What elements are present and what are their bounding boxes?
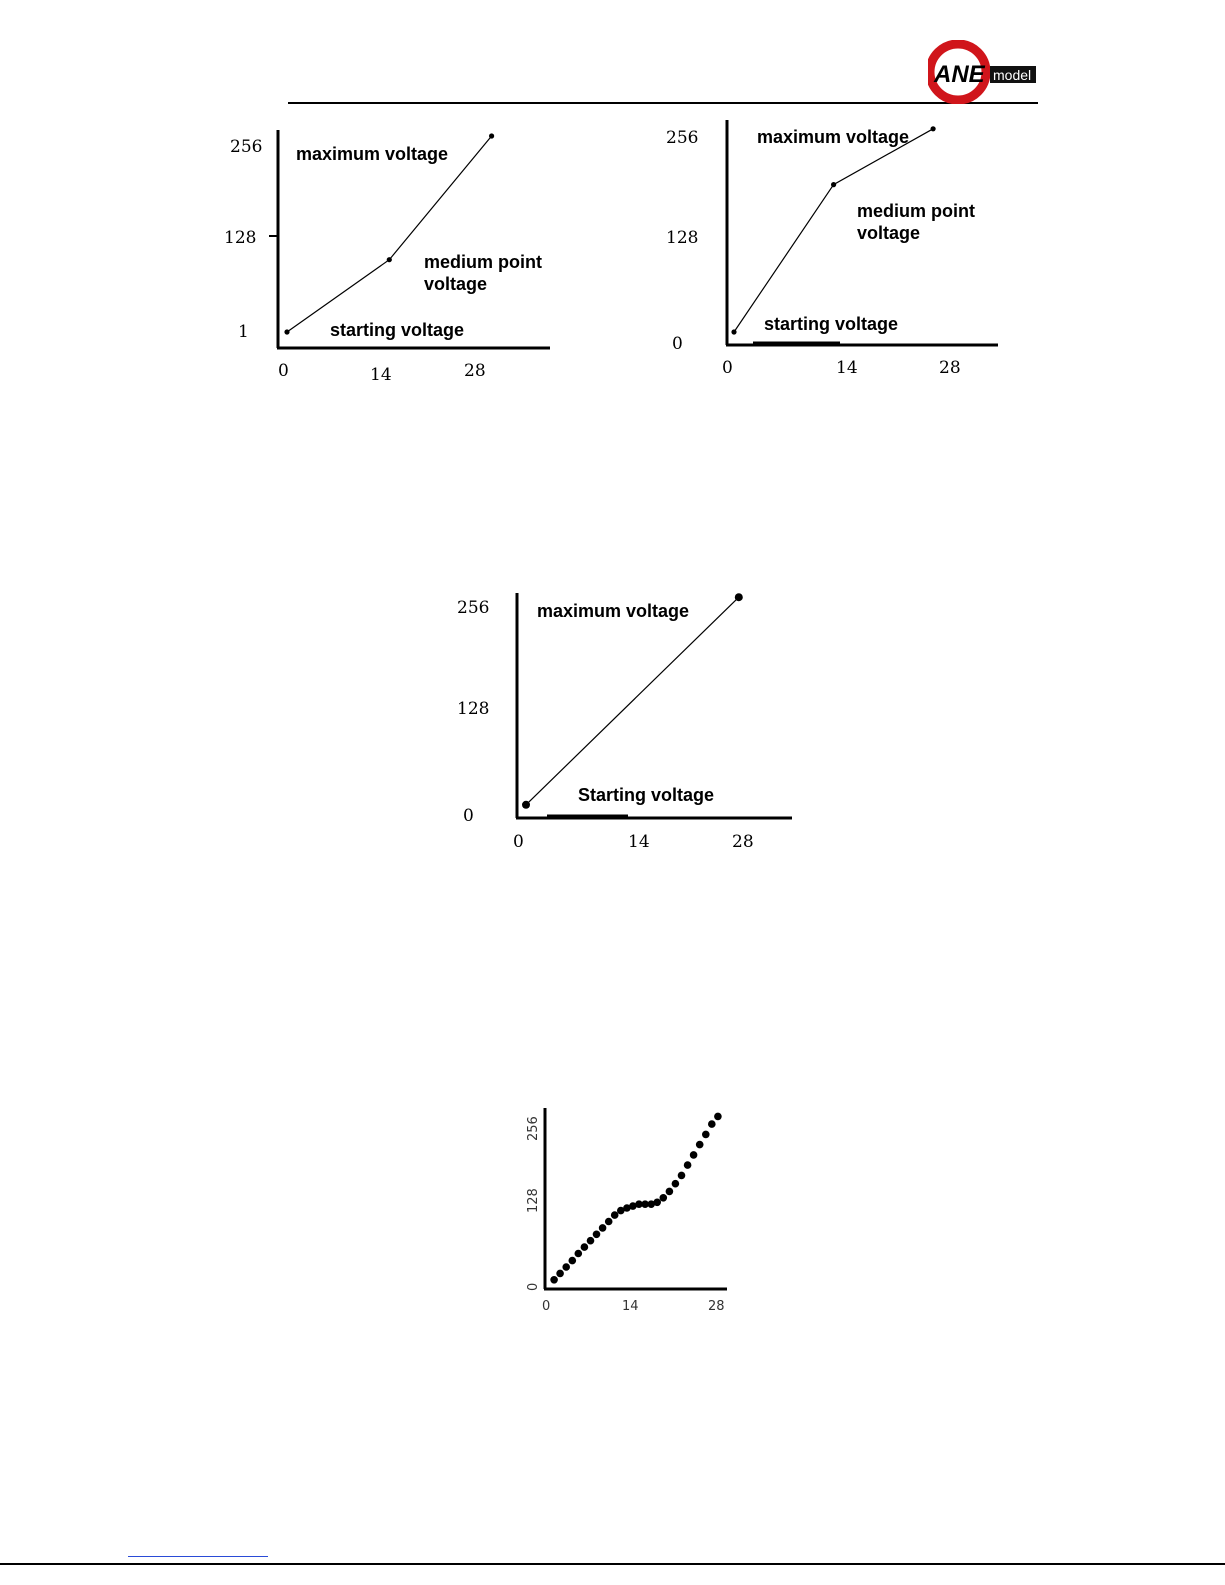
chart-4-point-18 bbox=[660, 1194, 668, 1202]
header-rule bbox=[288, 102, 1038, 104]
chart-2-point-0 bbox=[731, 329, 736, 334]
chart-1-label-max: maximum voltage bbox=[296, 144, 449, 164]
chart-1-label-mid bbox=[424, 252, 542, 294]
chart-4-point-19 bbox=[666, 1188, 674, 1196]
chart-2-x-tick-0: 0 bbox=[722, 358, 733, 378]
chart-3-x-tick-28: 28 bbox=[732, 832, 754, 852]
chart-4-point-3 bbox=[569, 1257, 577, 1265]
chart-3-x-tick-14: 14 bbox=[628, 832, 650, 852]
chart-2-label-mid-line1: medium point bbox=[857, 201, 975, 221]
chart-4-point-27 bbox=[714, 1113, 722, 1121]
chart-3 bbox=[450, 588, 800, 858]
chart-3-plot bbox=[522, 593, 743, 809]
chart-4-point-10 bbox=[611, 1211, 619, 1219]
chart-2-label-start: starting voltage bbox=[764, 314, 899, 334]
chart-1-series-line bbox=[287, 136, 492, 332]
chart-1-y-tick-256: 256 bbox=[230, 137, 263, 157]
chart-4-point-5 bbox=[581, 1243, 589, 1251]
chart-1-point-1 bbox=[387, 257, 392, 262]
chart-1-label-start: starting voltage bbox=[330, 320, 465, 340]
chart-2-x-tick-14: 14 bbox=[836, 358, 858, 378]
chart-1-label-mid-line1: medium point bbox=[424, 252, 542, 272]
chart-4-point-26 bbox=[708, 1120, 716, 1128]
footer-rule bbox=[0, 1563, 1225, 1565]
chart-3-point-1 bbox=[735, 593, 743, 601]
chart-4-point-4 bbox=[575, 1250, 583, 1258]
chart-3-label-start: Starting voltage bbox=[578, 785, 715, 805]
chart-4-point-23 bbox=[690, 1151, 698, 1159]
chart-1-point-2 bbox=[489, 133, 494, 138]
logo-sub-text: model bbox=[993, 67, 1032, 83]
chart-4-point-25 bbox=[702, 1131, 710, 1139]
chart-1-y-tick-128: 128 bbox=[224, 228, 257, 248]
chart-4-point-6 bbox=[587, 1237, 595, 1245]
chart-4-y-tick-256: 256 bbox=[526, 1116, 541, 1141]
chart-1-x-tick-0: 0 bbox=[278, 361, 289, 381]
chart-1-x-tick-14: 14 bbox=[370, 365, 392, 385]
chart-3-point-0 bbox=[522, 801, 530, 809]
chart-4-point-7 bbox=[593, 1231, 601, 1239]
chart-3-label-max: maximum voltage bbox=[537, 601, 690, 621]
chart-2-x-tick-28: 28 bbox=[939, 358, 961, 378]
chart-1-label-mid-line2: voltage bbox=[424, 274, 488, 294]
chart-1-x-tick-28: 28 bbox=[464, 361, 486, 381]
chart-1-point-0 bbox=[284, 329, 289, 334]
chart-4-point-9 bbox=[605, 1218, 613, 1226]
chart-2-y-tick-256: 256 bbox=[666, 128, 699, 148]
chart-4-point-0 bbox=[550, 1276, 558, 1284]
chart-4-point-24 bbox=[696, 1141, 704, 1149]
chart-4-point-21 bbox=[678, 1172, 686, 1180]
chart-4-point-2 bbox=[562, 1263, 570, 1271]
chart-4-y-tick-0: 0 bbox=[526, 1282, 541, 1291]
chart-3-y-tick-256: 256 bbox=[457, 598, 490, 618]
chart-4-point-22 bbox=[684, 1161, 692, 1169]
chart-2-point-2 bbox=[931, 126, 936, 131]
chart-4-y-tick-128: 128 bbox=[526, 1188, 541, 1213]
chart-2 bbox=[660, 115, 1005, 385]
chart-2-label-mid-line2: voltage bbox=[857, 223, 921, 243]
chart-3-series-line bbox=[526, 597, 739, 805]
chart-2-y-tick-0: 0 bbox=[672, 334, 683, 354]
chart-4-x-tick-28: 28 bbox=[708, 1299, 725, 1314]
chart-2-label-max: maximum voltage bbox=[757, 127, 910, 147]
footer-link-underline[interactable] bbox=[128, 1556, 268, 1557]
chart-4-point-17 bbox=[653, 1199, 661, 1207]
chart-1-y-tick-1: 1 bbox=[238, 322, 249, 342]
chart-3-y-tick-0: 0 bbox=[463, 806, 474, 826]
chart-4-x-tick-0: 0 bbox=[542, 1299, 551, 1314]
chart-4-point-8 bbox=[599, 1224, 607, 1232]
chart-2-label-mid bbox=[857, 201, 975, 243]
chart-1 bbox=[220, 120, 560, 390]
chart-4-point-20 bbox=[672, 1180, 680, 1188]
chart-3-y-tick-128: 128 bbox=[457, 699, 490, 719]
chart-4-point-1 bbox=[556, 1270, 564, 1278]
chart-4 bbox=[515, 1105, 745, 1320]
chart-2-point-1 bbox=[831, 182, 836, 187]
brand-logo bbox=[928, 40, 1040, 104]
logo-text: ANE bbox=[934, 61, 985, 88]
chart-4-plot bbox=[550, 1113, 721, 1284]
chart-4-x-tick-14: 14 bbox=[622, 1299, 639, 1314]
chart-3-x-tick-0: 0 bbox=[513, 832, 524, 852]
chart-2-y-tick-128: 128 bbox=[666, 228, 699, 248]
